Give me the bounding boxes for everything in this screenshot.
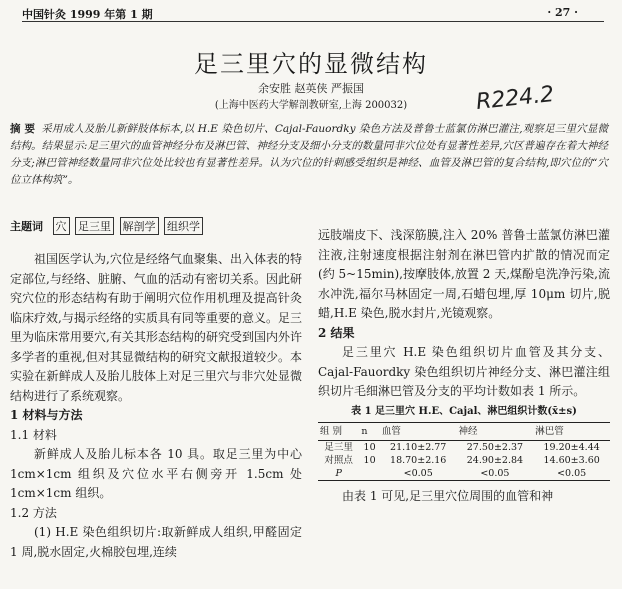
table-header: 神经 (457, 422, 534, 440)
methods-continued: 远肢端皮下、浅深筋膜,注入 20% 普鲁士蓝氯仿淋巴灌注液,注射速度根据注射剂在淋巴管内扩散的情况而定(约 5~15min),按摩肢体,放置 2 天,煤酚皂洗净污染,流水冲洗,福尔马林固定一周,石蜡包埋,厚 10μm 切片,脱蜡,H.E 染色,脱水封片,光镜观察。 (318, 228, 610, 320)
table-row (318, 467, 610, 481)
journal-header: 中国针灸 1999 年第 1 期 (22, 8, 153, 21)
abstract (10, 121, 608, 189)
keyword: 解剖学 (120, 217, 159, 235)
table-title: 表 1 足三里穴 H.E、Cajal、淋巴组织计数(x̄±s) (351, 405, 577, 417)
table-cell: 18.70±2.16 (390, 454, 447, 466)
table-cell: P (318, 467, 359, 481)
results-paragraph-2: 由表 1 可见,足三里穴位周围的血管和神 (342, 488, 554, 503)
table-row (318, 440, 610, 454)
keywords-label: 主题词 (10, 220, 43, 233)
table-cell: <0.05 (457, 467, 534, 481)
page-number: · 27 · (547, 6, 578, 19)
table-cell: 19.20±4.44 (543, 441, 600, 453)
results-paragraph: 足三里穴 H.E 染色组织切片血管及其分支、Cajal-Fauordky 染色组织切片神经分支、淋巴灌注组织切片毛细淋巴管及分支的平均计数如表 1 所示。 (318, 345, 610, 398)
table-header: 血管 (380, 422, 457, 440)
intro-paragraph: 祖国医学认为,穴位是经络气血聚集、出入体表的特定部位,与经络、脏腑、气血的活动有密切关系。因此研究穴位的形态结构有助于阐明穴位作用机理及提高针灸临床疗效,与揭示经络的实质具有同等重要的意义。足三里为临床常用要穴,有关其形态结构的研究受到国内外许多学者的重视,但对其显微结构的研究文献报道较少。本实验在新鲜成人及胎儿肢体上对足三里穴与非穴处显微结构进行了系统观察。 (10, 252, 302, 403)
table-cell: 10 (363, 454, 376, 466)
results-table (318, 422, 610, 481)
table-row (318, 454, 610, 467)
table-cell: <0.05 (380, 467, 457, 481)
table-cell: 10 (363, 441, 376, 453)
keyword: 组织学 (164, 217, 203, 235)
section-heading: 1 材料与方法 (10, 408, 83, 422)
keyword: 穴 (53, 217, 70, 235)
table-header: 淋巴管 (533, 422, 610, 440)
table-header: 组 别 (318, 422, 359, 440)
paper-title: 足三里穴的显微结构 (194, 50, 428, 78)
section-heading: 2 结果 (318, 325, 355, 340)
header-rule (22, 21, 604, 22)
abstract-text: 采用成人及胎儿新鲜肢体标本,以 H.E 染色切片、Cajal-Fauordky 染色方法及普鲁士蓝氯仿淋巴灌注,观察足三里穴显微结构。结果显示:足三里穴的血管神经分布及淋巴管、神经分支及细小分支的数量同非穴位处有显著性差异,穴区普遍存在着大神经分支;淋巴管神经数量同非穴位处比较也有显著性差异。认为穴位的针刺感受组织是神经、血管及淋巴管的复合结构,即穴位的“穴位立体构筑”。 (10, 123, 609, 186)
table-cell: 21.10±2.77 (390, 441, 447, 453)
table-cell: 14.60±3.60 (543, 454, 600, 466)
methods-paragraph: (1) H.E 染色组织切片:取新鲜成人组织,甲醛固定 1 周,脱水固定,火棉胶包埋,连续 (10, 525, 302, 559)
authors: 余安胜 赵英侠 严振国 (258, 82, 364, 95)
table-cell: 对照点 (324, 454, 353, 466)
materials-paragraph: 新鲜成人及胎儿标本各 10 具。取足三里为中心 1cm×1cm 组织及穴位水平右侧旁开 1.5cm 处 1cm×1cm 组织。 (10, 447, 302, 500)
right-column (318, 226, 610, 506)
abstract-label: 摘 要 (10, 123, 36, 135)
table-cell: 27.50±2.37 (466, 441, 524, 453)
subsection-heading: 1.2 方法 (10, 505, 57, 520)
left-column (10, 250, 302, 562)
table-cell: 24.90±2.84 (466, 454, 524, 466)
table-cell: 足三里 (324, 441, 353, 453)
table-cell: <0.05 (533, 467, 610, 481)
table-header: n (359, 422, 379, 440)
affiliation: (上海中医药大学解剖教研室,上海 200032) (214, 100, 408, 111)
subsection-heading: 1.1 材料 (10, 427, 57, 442)
keyword: 足三里 (75, 217, 114, 235)
table-cell (359, 467, 379, 481)
handwritten-note: R224.2 (474, 81, 556, 116)
